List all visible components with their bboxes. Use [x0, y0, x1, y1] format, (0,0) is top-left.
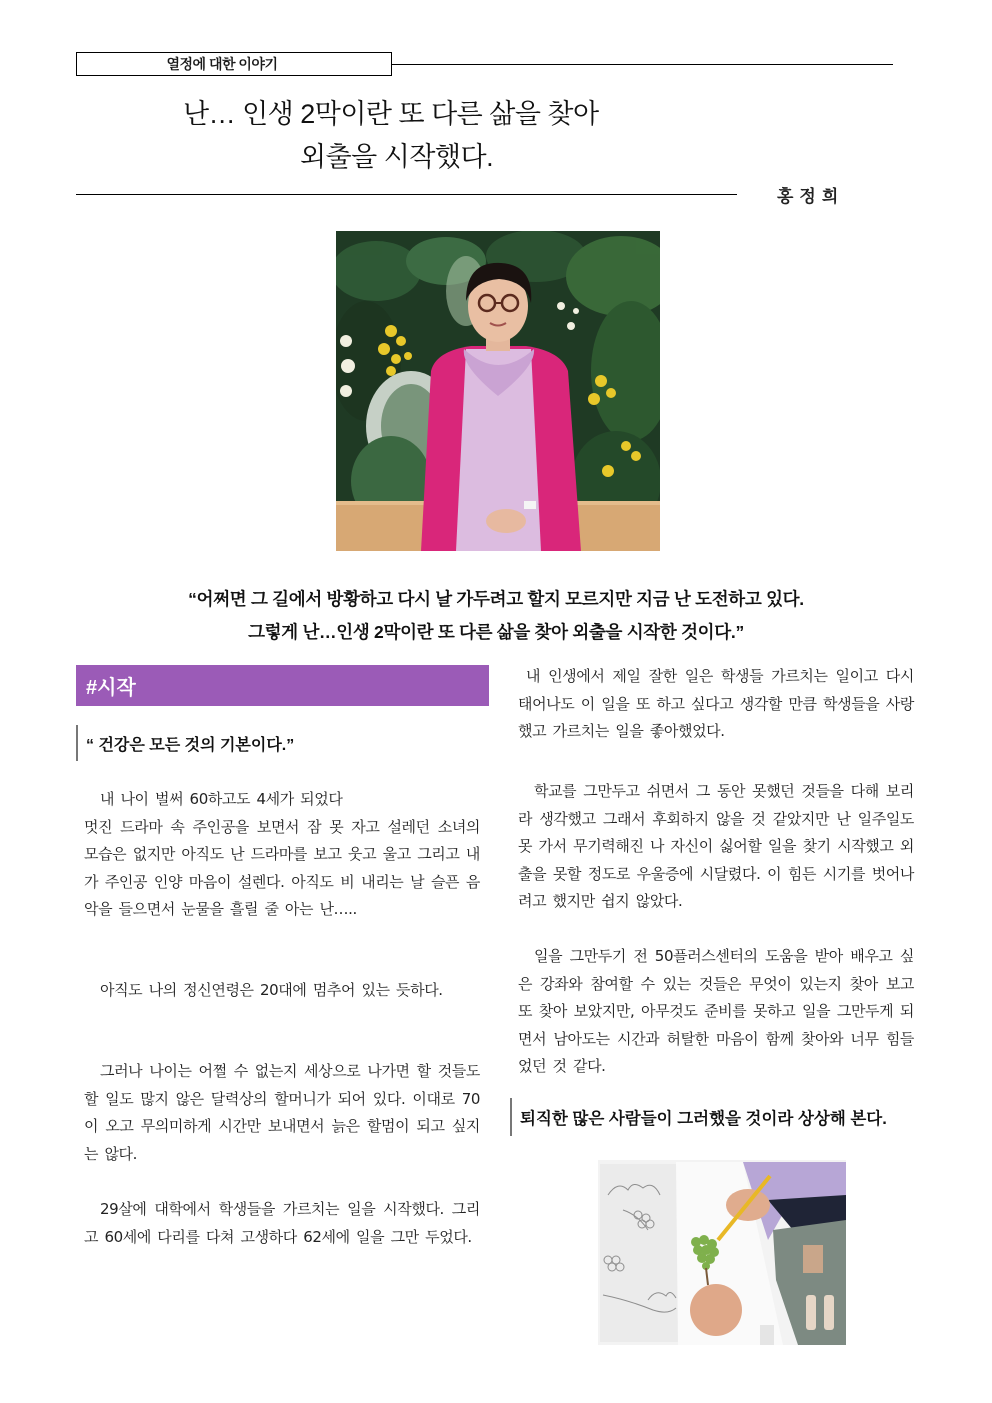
- left-paragraph-3: [84, 1058, 480, 1168]
- paragraph-text: 멋진 드라마 속 주인공을 보면서 잠 못 자고 설레던 소녀의 모습은 없지만 아직도 난 드라마를 보고 웃고 울고 그리고 내가 주인공 인양 마음이 설렌다. 아직도 비 내리는 날 슬픈 음악을 들으면서 눈물을 흘릴 줄 아는 난…..: [84, 817, 480, 918]
- article-title-line-1: 난… 인생 2막이란 또 다른 삶을 찾아: [183, 99, 599, 129]
- paragraph-text: 그러나 나이는 어쩔 수 없는지 세상으로 나가면 할 것들도 할 일도 많지 않은 달력상의 할머니가 되어 있다. 이대로 70이 오고 무의미하게 시간만 보내면서 늙은 할멈이 되고 싶지는 않다.: [84, 1062, 480, 1163]
- paragraph-text: 29살에 대학에서 학생들을 가르치는 일을 시작했다. 그리고 60세에 다리를 다쳐 고생하다 62세에 일을 그만 두었다.: [84, 1200, 480, 1246]
- left-subheading-text: “ 건강은 모든 것의 기본이다.”: [86, 736, 295, 754]
- section-label: 열정에 대한 이야기: [166, 56, 278, 72]
- section-banner-title: #시작: [86, 677, 136, 699]
- pull-quote-line-1: “어쩌면 그 길에서 방황하고 다시 날 가두려고 할지 모르지만 지금 난 도전하고 있다.: [188, 589, 804, 609]
- header-bottom-rule: [76, 194, 737, 195]
- pull-quote-line-2: 그렇게 난…인생 2막이란 또 다른 삶을 찾아 외출을 시작한 것이다.”: [248, 622, 744, 642]
- header-top-rule: [392, 64, 893, 65]
- paragraph-text: 내 인생에서 제일 잘한 일은 학생들 가르치는 일이고 다시 태어나도 이 일을 또 하고 싶다고 생각할 만큼 학생들을 사랑했고 가르치는 일을 좋아했었다.: [518, 667, 914, 740]
- paragraph-text: 일을 그만두기 전 50플러스센터의 도움을 받아 배우고 싶은 강좌와 참여할 수 있는 것들은 무엇이 있는지 찾아 보고 또 찾아 보았지만, 아무것도 준비를 못하고 일을 그만두게 되면서 남아도는 시간과 허탈한 마음이 함께 찾아와 너무 힘들었던 것 같다.: [518, 947, 914, 1075]
- right-paragraph-1: [518, 663, 914, 746]
- paragraph-text: 학교를 그만두고 쉬면서 그 동안 못했던 것들을 다해 보리라 생각했고 그래서 후회하지 않을 것 같았지만 난 일주일도 못 가서 무기력해진 나 자신이 싫어할 일을 찾기 시작했고 외출을 못할 정도로 우울증에 시달렸다. 이 힘든 시기를 벗어나려고 했지만 쉽지 않았다.: [518, 782, 914, 910]
- portrait-photo: [336, 231, 660, 551]
- right-paragraph-2: [518, 778, 914, 916]
- right-subheading: [510, 1098, 887, 1136]
- author-name: 홍정희: [777, 187, 845, 206]
- section-label-box: [76, 52, 392, 76]
- paragraph-first-line: 내 나이 벌써 60하고도 4세가 되었다: [100, 790, 343, 808]
- right-paragraph-3: [518, 943, 914, 1081]
- section-banner: [76, 665, 489, 706]
- right-subheading-text: 퇴직한 많은 사람들이 그러했을 것이라 상상해 본다.: [520, 1110, 887, 1128]
- left-paragraph-2: [84, 977, 480, 1005]
- craft-photo: [598, 1160, 846, 1345]
- article-title-line-2: 외출을 시작했다.: [300, 142, 494, 172]
- left-paragraph-1: [84, 786, 480, 924]
- left-paragraph-4: [84, 1196, 480, 1251]
- paragraph-text: 아직도 나의 정신연령은 20대에 멈추어 있는 듯하다.: [100, 981, 443, 999]
- left-subheading: [76, 725, 294, 761]
